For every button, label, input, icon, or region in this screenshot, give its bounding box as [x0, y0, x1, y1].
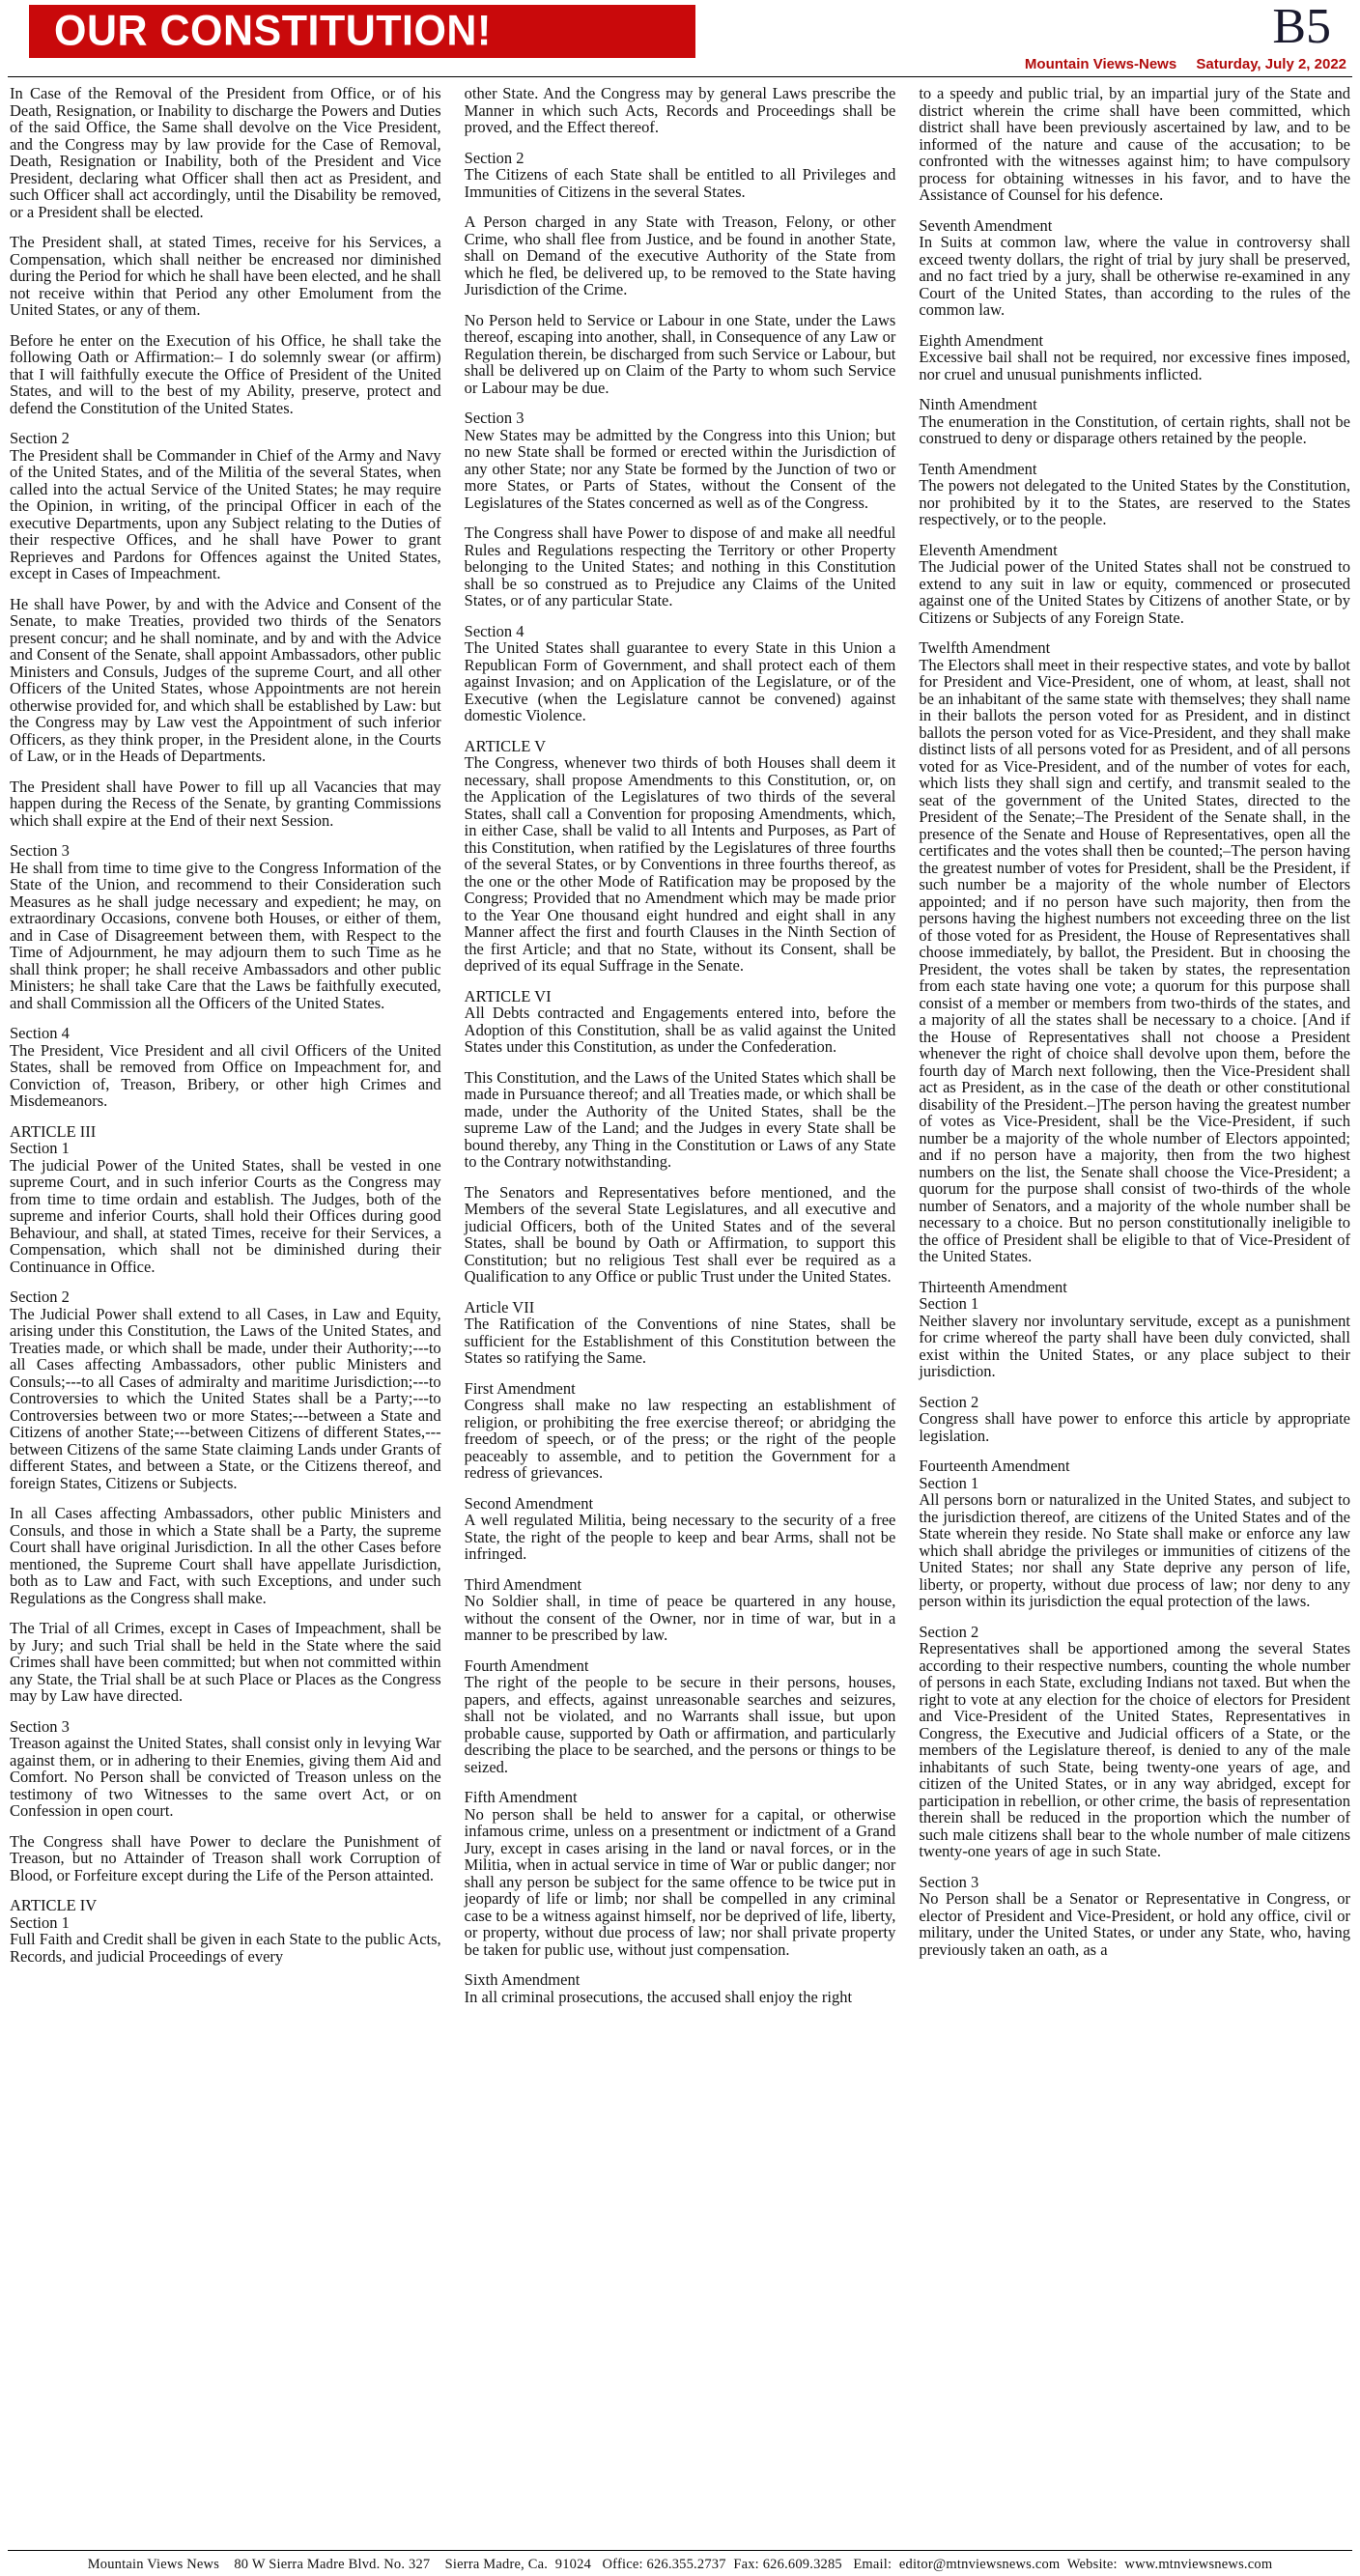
section-heading: Twelfth Amendment [919, 638, 1051, 657]
section-heading: Section 1 [10, 1139, 70, 1157]
body-paragraph: The Judicial Power shall extend to all Cases, in Law and Equity, arising under this Constitution, the Laws of the United States, and Treaties made, or which shall be made, under their Authority;---to all Cases affecting Ambassadors, other public Ministers and Consuls;---to all Cases of admiralty and maritime Jurisdiction;---to Controversies to which the United States shall be a Party;---to Controversies between two or more States;---between a State and Citizens of another State;---between Citizens of different States,---between Citizens of the same State claiming Lands under Grants of different States, and between a State, or the Citizens thereof, and foreign States, Citizens or Subjects. [10, 1304, 441, 1492]
body-paragraph: A well regulated Militia, being necessary to the security of a free State, the right of the people to keep and bear Arms, shall not be infringed. [464, 1511, 896, 1563]
body-paragraph: Congress shall have power to enforce this article by appropriate legislation. [919, 1409, 1350, 1445]
section-heading: Third Amendment [464, 1574, 582, 1594]
body-paragraph: No Person shall be a Senator or Representative in Congress, or elector of President and Vice-President, or hold any office, civil or military, under the United States, or under any State, who, having previously taken an oath, as a [919, 1889, 1350, 1959]
section-heading: Section 3 [10, 841, 70, 860]
issue-date: Saturday, July 2, 2022 [1196, 56, 1346, 72]
section-heading: Eleventh Amendment [919, 540, 1058, 559]
body-paragraph: The United States shall guarantee to every State in this Union a Republican Form of Government, and shall protect each of them against Invasion; and on Application of the Legislature, or of the Executive (when the Legislature cannot be convened) against domestic Violence. [464, 638, 896, 724]
section-heading: Fourteenth Amendment [919, 1457, 1070, 1475]
section-heading: Section 1 [919, 1294, 979, 1313]
section-heading: Section 4 [464, 621, 524, 640]
section-heading: Section 2 [10, 1288, 70, 1306]
body-paragraph: In all criminal prosecutions, the accused shall enjoy the right [464, 1987, 853, 2006]
body-paragraph: The President shall have Power to fill up all Vacancies that may happen during the Recess of the Senate, by granting Commissions which shall expire at the End of their next Session. [10, 777, 441, 830]
page-number: B5 [1272, 0, 1331, 54]
body-paragraph: The Senators and Representatives before mentioned, and the Members of the several State Legislatures, and all executive and judicial Officers, both of the United States and of the several States, shall be bound by Oath or Affirmation, to support this Constitution; but no religious Test shall ever be required as a Qualification to any Office or public Trust under the United States. [464, 1182, 896, 1286]
section-heading: Section 2 [464, 148, 524, 167]
section-heading: Article VII [464, 1297, 535, 1316]
body-paragraph: Excessive bail shall not be required, nor excessive fines imposed, nor cruel and unusual punishments inflicted. [919, 348, 1350, 383]
page-footer [8, 2550, 1352, 2573]
header-divider [8, 76, 1352, 77]
body-paragraph: In Case of the Removal of the President from Office, or of his Death, Resignation, or Inability to discharge the Powers and Duties of the said Office, the Same shall devolve on the Vice President, and the Congress may by law provide for the Case of Removal, Death, Resignation or Inability, both of the President and Vice President, declaring what Officer shall then act as President, and such Officer shall act accordingly, until the Disability be removed, or a President shall be elected. [10, 85, 441, 221]
section-heading: First Amendment [464, 1378, 576, 1398]
section-heading: ARTICLE VI [464, 986, 552, 1005]
text-column-1 [10, 85, 441, 2539]
body-paragraph: to a speedy and public trial, by an impartial jury of the State and district wherein the crime shall have been committed, which district shall have been previously ascertained by law, and to be informed of the nature and cause of the accusation; to be confronted with the witnesses against him; to have compulsory process for obtaining witnesses in his favor, and to have the Assistance of Counsel for his defence. [919, 85, 1350, 204]
body-paragraph: Treason against the United States, shall consist only in levying War against them, or in adhering to their Enemies, giving them Aid and Comfort. No Person shall be convicted of Treason unless on the testimony of two Witnesses to the same overt Act, or on Confession in open court. [10, 1734, 441, 1820]
masthead [1025, 56, 1346, 72]
body-paragraph: The powers not delegated to the United States by the Constitution, nor prohibited by it to the States, are reserved to the States respectively, or to the people. [919, 476, 1350, 528]
body-paragraph: other State. And the Congress may by general Laws prescribe the Manner in which such Acts, Records and Proceedings shall be proved, and the Effect thereof. [464, 85, 896, 136]
section-heading: Section 3 [464, 409, 524, 427]
section-heading: Eighth Amendment [919, 330, 1044, 350]
body-paragraph: Neither slavery nor involuntary servitude, except as a punishment for crime whereof the party shall have been duly convicted, shall exist within the United States, or any place subject to their jurisdiction. [919, 1311, 1350, 1380]
section-heading: ARTICLE V [464, 736, 547, 755]
section-heading: Fourth Amendment [464, 1656, 589, 1675]
page-header [0, 0, 1360, 81]
section-heading: Fifth Amendment [464, 1788, 578, 1806]
section-heading: Section 2 [10, 429, 70, 447]
section-heading: Seventh Amendment [919, 215, 1053, 235]
section-heading: Section 3 [10, 1716, 70, 1736]
text-column-2 [465, 85, 896, 2539]
body-paragraph: The judicial Power of the United States, shall be vested in one supreme Court, and in such inferior Courts as the Congress may from time to time ordain and establish. The Judges, both of the supreme and inferior Courts, shall hold their Offices during good Behaviour, and shall, at stated Times, receive for their Services, a Compensation, which shall not be diminished during their Continuance in Office. [10, 1155, 441, 1276]
section-heading: Section 1 [919, 1473, 979, 1492]
section-heading: ARTICLE IV [10, 1896, 98, 1914]
body-paragraph: The President, Vice President and all civil Officers of the United States, shall be removed from Office on Impeachment for, and Conviction of, Treason, Bribery, or other high Crimes and Misdemeanors. [10, 1040, 441, 1110]
body-paragraph: No Soldier shall, in time of peace be quartered in any house, without the consent of the Owner, nor in time of war, but in a manner to be prescribed by law. [464, 1592, 896, 1644]
article-body [10, 85, 1350, 2539]
body-paragraph: The Trial of all Crimes, except in Cases of Impeachment, shall be by Jury; and such Trial shall be held in the State where the said Crimes shall have been committed; but when not committed within any State, the Trial shall be at such Place or Places as the Congress may by Law have directed. [10, 1619, 441, 1705]
section-heading: ARTICLE III [10, 1121, 97, 1141]
title-banner [29, 5, 695, 58]
body-paragraph: The Electors shall meet in their respective states, and vote by ballot for President and Vice-President, one of whom, at least, shall not be an inhabitant of the same state with themselves; they shall name in their ballots the person voted for as President, and in distinct ballots the person voted for as Vice-President, and they shall make distinct lists of all persons voted for as President, and of all persons voted for as Vice-President, and of the number of votes for each, which lists they shall sign and certify, and transmit sealed to the seat of the government of the United States, directed to the President of the Senate;–The President of the Senate shall, in the presence of the Senate and House of Representatives, open all the certificates and the votes shall then be counted;–The person having the greatest number of votes for President, shall be the President, if such number be a majority of the whole number of Electors appointed; and if no person have such majority, then from the persons having the highest numbers not exceeding three on the list of those voted for as President, the House of Representatives shall choose immediately, by ballot, the President. But in choosing the President, the votes shall be taken by states, the representation from each state having one vote; a quorum for this purpose shall consist of a member or members from two-thirds of the states, and a majority of all the states shall be necessary to a choice. [And if the House of Representatives shall not choose a President whenever the right of choice shall devolve upon them, before the fourth day of March next following, then the Vice-President shall act as President, as in the case of the death or other constitutional disability of the President.–]The person having the greatest number of votes as Vice-President, shall be the Vice-President, if such number be a majority of the whole number of Electors appointed; and if no person have a majority, then from the two highest numbers on the list, the Senate shall choose the Vice-President; a quorum for the purpose shall consist of two-thirds of the whole number of Senators, and a majority of the whole number shall be necessary to a choice. But no person constitutionally ineligible to the office of President shall be eligible to that of Vice-President of the United States. [919, 655, 1350, 1265]
section-heading: Ninth Amendment [919, 395, 1037, 413]
body-paragraph: Congress shall make no law respecting an establishment of religion, or prohibiting the free exercise thereof; or abridging the freedom of speech, or of the press; or the right of the people peaceably to assemble, and to petition the Government for a redress of grievances. [464, 1396, 896, 1482]
body-paragraph: Before he enter on the Execution of his Office, he shall take the following Oath or Affirmation:– I do solemnly swear (or affirm) that I will faithfully execute the Office of President of the United States, and will to the best of my Ability, preserve, protect and defend the Constitution of the United States. [10, 330, 441, 417]
body-paragraph: The Citizens of each State shall be entitled to all Privileges and Immunities of Citizens in the several States. [464, 165, 896, 201]
section-heading: Section 1 [10, 1912, 70, 1932]
body-paragraph: The President shall be Commander in Chief of the Army and Navy of the United States, and of the Militia of the several States, when called into the actual Service of the United States; he may require the Opinion, in writing, of the principal Officer in each of the executive Departments, upon any Subject relating to the Duties of their respective Offices, and he shall have Power to grant Reprieves and Pardons for Offences against the United States, except in Cases of Impeachment. [10, 445, 441, 582]
body-paragraph: No person shall be held to answer for a capital, or otherwise infamous crime, unless on a presentment or indictment of a Grand Jury, except in cases arising in the land or naval forces, or in the Militia, when in actual service in time of War or public danger; nor shall any person be subject for the same offence to be twice put in jeopardy of life or limb; nor shall be compelled in any criminal case to be a witness against himself, nor be deprived of life, liberty, or property, without due process of law; nor shall private property be taken for public use, without just compensation. [464, 1804, 896, 1959]
newspaper-name: Mountain Views-News [1024, 56, 1177, 72]
body-paragraph: Representatives shall be apportioned among the several States according to their respective numbers, counting the whole number of persons in each State, excluding Indians not taxed. But when the right to vote at any election for the choice of electors for President and Vice-President of the United States, Representatives in Congress, the Executive and Judicial officers of a State, or the members of the Legislature thereof, is denied to any of the male inhabitants of such State, being twenty-one years of age, and citizen of the United States, or in any way abridged, except for participation in rebellion, or other crime, the basis of representation therein shall be reduced in the proportion which the number of such male citizens shall bear to the whole number of male citizens twenty-one years of age in such State. [919, 1639, 1350, 1860]
footer-text: Mountain Views News 80 W Sierra Madre Blvd. No. 327 Sierra Madre, Ca. 91024 Office: 626.355.2737 Fax: 626.609.3285 Email: editor@mtnviewsnews.com Website: www.mtnviewsnews.com [87, 2557, 1273, 2572]
body-paragraph: In Suits at common law, where the value in controversy shall exceed twenty dollars, the right of trial by jury shall be preserved, and no fact tried by a jury, shall be otherwise re-examined in any Court of the United States, than according to the rules of the common law. [919, 233, 1350, 319]
body-paragraph: The Congress, whenever two thirds of both Houses shall deem it necessary, shall propose Amendments to this Constitution, or, on the Application of the Legislatures of two thirds of the several States, shall call a Convention for proposing Amendments, which, in either Case, shall be valid to all Intents and Purposes, as Part of this Constitution, when ratified by the Legislatures of three fourths of the several States, or by Conventions in three fourths thereof, as the one or the other Mode of Ratification may be proposed by the Congress; Provided that no Amendment which may be made prior to the Year One thousand eight hundred and eight shall in any Manner affect the first and fourth Clauses in the Ninth Section of the first Article; and that no State, without its Consent, shall be deprived of its equal Suffrage in the Senate. [464, 753, 896, 975]
body-paragraph: The enumeration in the Constitution, of certain rights, shall not be construed to deny or disparage others retained by the people. [919, 411, 1350, 447]
body-paragraph: The Congress shall have Power to declare the Punishment of Treason, but no Attainder of Treason shall work Corruption of Blood, or Forfeiture except during the Life of the Person attainted. [10, 1831, 441, 1884]
body-paragraph: In all Cases affecting Ambassadors, other public Ministers and Consuls, and those in which a State shall be a Party, the supreme Court shall have original Jurisdiction. In all the other Cases before mentioned, the Supreme Court shall have appellate Jurisdiction, both as to Law and Fact, with such Exceptions, and under such Regulations as the Congress shall make. [10, 1504, 441, 1607]
section-heading: Thirteenth Amendment [919, 1277, 1067, 1296]
section-heading: Section 3 [919, 1872, 979, 1891]
body-paragraph: The Ratification of the Conventions of nine States, shall be sufficient for the Establishment of this Constitution between the States so ratifying the Same. [464, 1315, 896, 1367]
body-paragraph: All Debts contracted and Engagements entered into, before the Adoption of this Constitution, shall be as valid against the United States under this Constitution, as under the Confederation. [464, 1004, 896, 1056]
body-paragraph: He shall from time to time give to the Congress Information of the State of the Union, and recommend to their Consideration such Measures as he shall judge necessary and expedient; he may, on extraordinary Occasions, convene both Houses, or either of them, and in Case of Disagreement between them, with Respect to the Time of Adjournment, he may adjourn them to such Time as he shall think proper; he shall receive Ambassadors and other public Ministers; he shall take Care that the Laws be faithfully executed, and shall Commission all the Officers of the United States. [10, 858, 441, 1012]
section-heading: Section 2 [919, 1622, 979, 1641]
body-paragraph: Full Faith and Credit shall be given in each State to the public Acts, Records, and judicial Proceedings of every [10, 1930, 441, 1966]
page-title: OUR CONSTITUTION! [54, 7, 492, 55]
section-heading: Sixth Amendment [464, 1970, 581, 1989]
section-heading: Second Amendment [464, 1493, 594, 1513]
text-column-3 [919, 85, 1350, 2539]
body-paragraph: A Person charged in any State with Treason, Felony, or other Crime, who shall flee from Justice, and be found in another State, shall on Demand of the executive Authority of the State from which he fled, be delivered up, to be removed to the State having Jurisdiction of the Crime. [464, 212, 896, 298]
body-paragraph: He shall have Power, by and with the Advice and Consent of the Senate, to make Treaties, provided two thirds of the Senators present concur; and he shall nominate, and by and with the Advice and Consent of the Senate, shall appoint Ambassadors, other public Ministers and Consuls, Judges of the supreme Court, and all other Officers of the United States, whose Appointments are not herein otherwise provided for, and which shall be established by Law: but the Congress may by Law vest the Appointment of such inferior Officers, as they think proper, in the President alone, in the Courts of Law, or in the Heads of Departments. [10, 594, 441, 765]
body-paragraph: The Judicial power of the United States shall not be construed to extend to any suit in law or equity, commenced or prosecuted against one of the United States by Citizens of another State, or by Citizens or Subjects of any Foreign State. [919, 557, 1350, 627]
body-paragraph: The right of the people to be secure in their persons, houses, papers, and effects, against unreasonable searches and seizures, shall not be violated, and no Warrants shall issue, but upon probable cause, supported by Oath or affirmation, and particularly describing the place to be searched, and the persons or things to be seized. [464, 1673, 896, 1776]
body-paragraph: New States may be admitted by the Congress into this Union; but no new State shall be formed or erected within the Jurisdiction of any other State; nor any State be formed by the Junction of two or more States, or Parts of States, without the Consent of the Legislatures of the States concerned as well as of the Congress. [464, 425, 896, 512]
body-paragraph: The Congress shall have Power to dispose of and make all needful Rules and Regulations respecting the Territory or other Property belonging to the United States; and nothing in this Constitution shall be so construed as to Prejudice any Claims of the United States, or of any particular State. [464, 524, 896, 609]
section-heading: Section 2 [919, 1392, 979, 1411]
body-paragraph: No Person held to Service or Labour in one State, under the Laws thereof, escaping into another, shall, in Consequence of any Law or Regulation therein, be discharged from such Service or Labour, but shall be delivered up on Claim of the Party to whom such Service or Labour may be due. [464, 310, 896, 397]
body-paragraph: The President shall, at stated Times, receive for his Services, a Compensation, which shall neither be encreased nor diminished during the Period for which he shall have been elected, and he shall not receive within that Period any other Emolument from the United States, or any of them. [10, 233, 441, 319]
section-heading: Tenth Amendment [919, 459, 1037, 478]
section-heading: Section 4 [10, 1024, 70, 1042]
body-paragraph: This Constitution, and the Laws of the United States which shall be made in Pursuance thereof; and all Treaties made, or which shall be made, under the Authority of the United States, shall be the supreme Law of the Land; and the Judges in every State shall be bound thereby, any Thing in the Constitution or Laws of any State to the Contrary notwithstanding. [464, 1067, 896, 1171]
body-paragraph: All persons born or naturalized in the United States, and subject to the jurisdiction thereof, are citizens of the United States and of the State wherein they reside. No State shall make or enforce any law which shall abridge the privileges or immunities of citizens of the United States; nor shall any State deprive any person of life, liberty, or property, without due process of law; nor deny to any person within its jurisdiction the equal protection of the laws. [919, 1490, 1350, 1610]
